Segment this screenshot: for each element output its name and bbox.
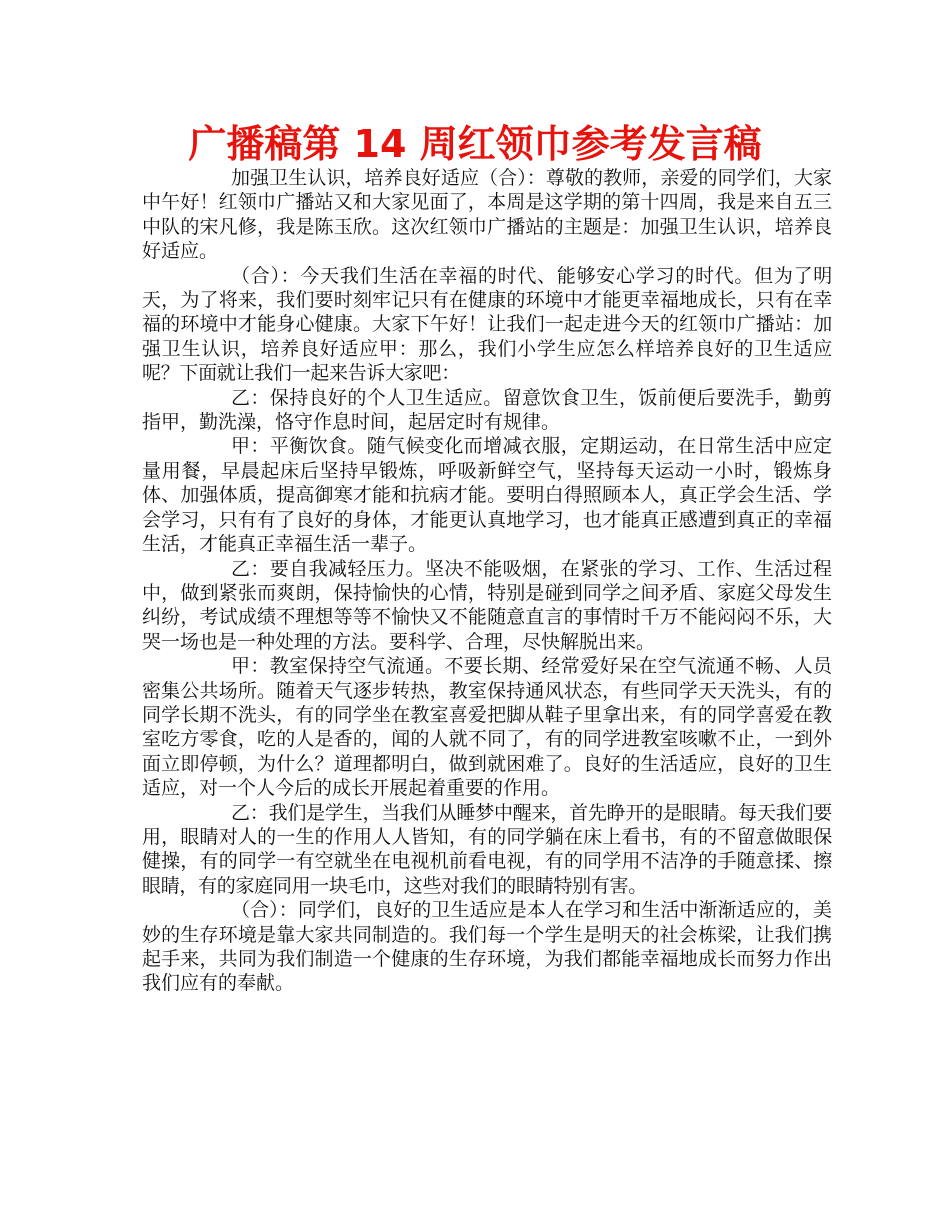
paragraph-air-circulation: 甲：教室保持空气流通。不要长期、经常爱好呆在空气流通不畅、人员密集公共场所。随着天气逐步转热，教室保持通风状态，有些同学天天洗头，有的同学长期不洗头，有的同学坐在教室喜爱把脚从鞋子里拿出来，有的同学喜爱在教室吃方零食，吃的人是香的，闻的人就不同了，有的同学进教室咳嗽不止，一到外面立即停顿，为什么？道理都明白，做到就困难了。良好的生活适应，良好的卫生适应，对一个人今后的成长开展起着重要的作用。 [142,655,832,800]
paragraph-intro: （合）：今天我们生活在幸福的时代、能够安心学习的时代。但为了明天，为了将来，我们要时刻牢记只有在健康的环境中才能更幸福地成长，只有在幸福的环境中才能身心健康。大家下午好！让我们一起走进今天的红领巾广播站：加强卫生认识，培养良好适应甲：那么，我们小学生应怎么样培养良好的卫生适应呢？下面就让我们一起来告诉大家吧： [142,264,832,385]
paragraph-eye-care: 乙：我们是学生，当我们从睡梦中醒来，首先睁开的是眼睛。每天我们要用，眼睛对人的一生的作用人人皆知，有的同学躺在床上看书，有的不留意做眼保健操，有的同学一有空就坐在电视机前看电视，有的同学用不洁净的手随意揉、擦眼睛，有的家庭同用一块毛巾，这些对我们的眼睛特别有害。 [142,801,832,897]
paragraph-reduce-stress: 乙：要自我减轻压力。坚决不能吸烟，在紧张的学习、工作、生活过程中，做到紧张而爽朗，保持愉快的心情，特别是碰到同学之间矛盾、家庭父母发生纠纷，考试成绩不理想等等不愉快又不能随意直言的事情时千万不能闷闷不乐，大哭一场也是一种处理的方法。要科学、合理，尽快解脱出来。 [142,557,832,653]
document-title: 广播稿第 14 周红领巾参考发言稿 [188,122,762,166]
document-body [142,166,832,996]
paragraph-opening: 加强卫生认识，培养良好适应（合）：尊敬的教师，亲爱的同学们，大家中午好！红领巾广播站又和大家见面了，本周是这学期的第十四周，我是来自五三中队的宋凡修，我是陈玉欣。这次红领巾广播站的主题是：加强卫生认识，培养良好适应。 [142,167,832,263]
paragraph-balanced-diet: 甲：平衡饮食。随气候变化而增减衣服，定期运动，在日常生活中应定量用餐，早晨起床后坚持早锻炼，呼吸新鲜空气，坚持每天运动一小时，锻炼身体、加强体质，提高御寒才能和抗病才能。要明白得照顾本人，真正学会生活、学会学习，只有有了良好的身体，才能更认真地学习，也才能真正感遭到真正的幸福生活，才能真正幸福生活一辈子。 [142,435,832,556]
paragraph-personal-hygiene: 乙：保持良好的个人卫生适应。留意饮食卫生，饭前便后要洗手，勤剪指甲，勤洗澡，恪守作息时间，起居定时有规律。 [142,386,832,434]
paragraph-closing: （合）：同学们，良好的卫生适应是本人在学习和生活中渐渐适应的，美妙的生存环境是靠大家共同制造的。我们每一个学生是明天的社会栋梁，让我们携起手来，共同为我们制造一个健康的生存环境，为我们都能幸福地成长而努力作出我们应有的奉献。 [142,899,832,995]
